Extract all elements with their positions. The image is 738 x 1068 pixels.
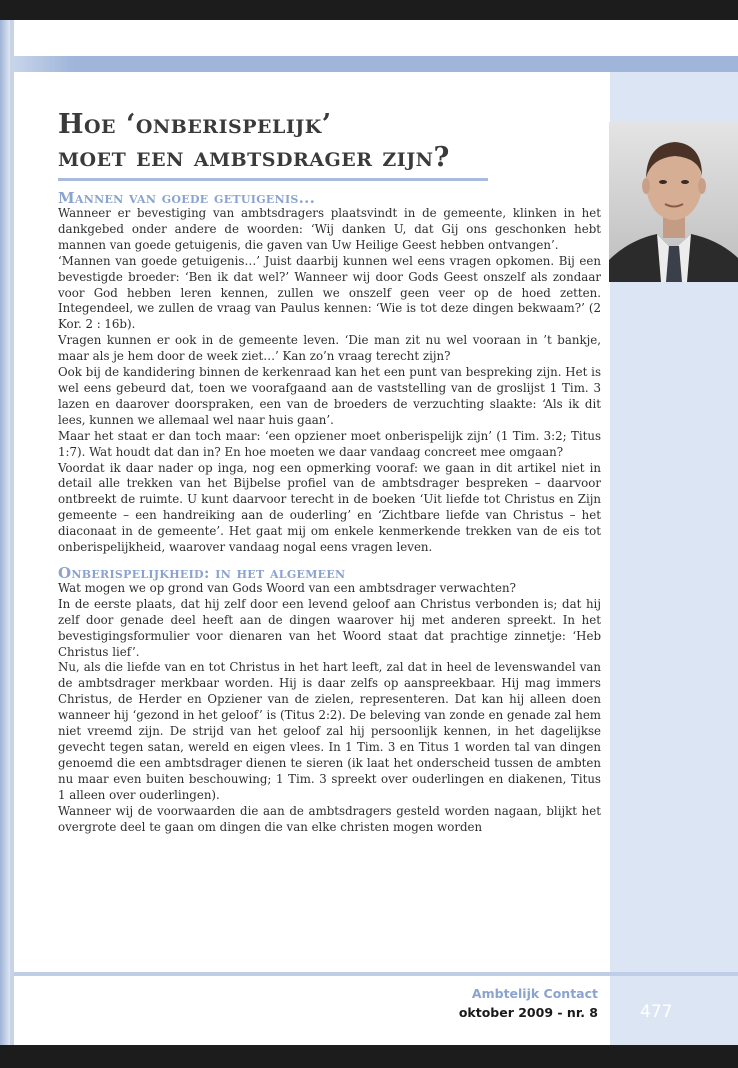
article-title: [58, 108, 588, 174]
paragraph: Wat mogen we op grond van Gods Woord van een ambtsdrager verwachten?: [58, 580, 516, 595]
issue-info: oktober 2009 - nr. 8: [458, 1005, 598, 1020]
scan-border-left-shade: [10, 20, 14, 1045]
page-number: 477: [640, 1002, 673, 1022]
section-heading: Mannen van goede getuigenis...: [58, 189, 316, 207]
author-photo: [609, 122, 738, 282]
paragraph: ‘Mannen van goede getuigenis…’ Juist daarbij kunnen wel eens vragen opkomen. Bij een bevestigde broeder: ‘Ben ik dat wel?’ Wanneer wij door Gods Geest onszelf als zondaar voor God hebben leren kennen, zullen we onszelf geen veer op de hoed zetten. Integendeel, we zullen de vraag van Paulus kennen: ‘Wie is tot deze dingen bekwaam?’ (2 Kor. 2 : 16b).: [58, 253, 601, 332]
paragraph: Voordat ik daar nader op inga, nog een opmerking vooraf: we gaan in dit artikel niet in detail alle trekken van het Bijbelse profiel van de ambtsdrager bespreken – daarvoor ontbreekt de ruimte. U kunt daarvoor terecht in de boeken ‘Uit liefde tot Christus en Zijn gemeente – een handreiking aan de ouderling’ en ‘Zichtbare liefde van Christus – het diaconaat in de gemeente’. Het gaat mij om enkele kenmerkende trekken van de eis tot onberispelijkheid, waarover vandaag nogal eens vragen leven.: [58, 460, 601, 555]
page-footer: [459, 984, 598, 1022]
section-heading: Onberispelijkheid: in het algemeen: [58, 563, 346, 582]
footer-band: [14, 972, 738, 976]
paragraph: Ook bij de kandidering binnen de kerkenraad kan het een punt van bespreking zijn. Het is wel eens gebeurd dat, toen we voorafgaand aan de vaststelling van de groslijst 1 Tim. 3 lazen en daarover doorspraken, een van de broeders de verzuchting slaakte: ‘Als ik dit lees, kunnen we allemaal wel naar huis gaan’.: [58, 365, 601, 427]
article-body: [58, 190, 601, 835]
header-band: [14, 56, 738, 72]
title-underline: [58, 178, 488, 181]
paragraph: Wanneer wij de voorwaarden die aan de ambtsdragers gesteld worden nagaan, blijkt het overgrote deel te gaan om dingen die van elke christen mogen worden: [58, 803, 601, 834]
scan-border-left: [0, 20, 10, 1045]
paragraph: Vragen kunnen er ook in de gemeente leven. ‘Die man zit nu wel vooraan in ’t bankje, maar als je hem door de week ziet…’ Kan zo’n vraag terecht zijn?: [58, 333, 601, 364]
paragraph: In de eerste plaats, dat hij zelf door een levend geloof aan Christus verbonden is; dat hij zelf door genade deel heeft aan de dingen waarover hij met anderen spreekt. In het bevestigingsformulier voor dienaren van het Woord staat dat prachtige zinnetje: ‘Heb Christus lief’.: [58, 596, 601, 659]
title-line-2: moet een ambtsdrager zijn?: [58, 142, 450, 173]
paragraph: Nu, als die liefde van en tot Christus in het hart leeft, zal dat in heel de levenswandel van de ambtsdrager merkbaar worden. Hij is daar zelfs op aanspreekbaar. Hij mag immers Christus, de Herder en Opziener van de zielen, representeren. Dat kan hij alleen doen wanneer hij ‘gezond in het geloof’ is (Titus 2:2). De beleving van zonde en genade zal hem niet vreemd zijn. De strijd van het geloof zal hij persoonlijk kennen, in het dagelijkse gevecht tegen satan, wereld en eigen vlees. In 1 Tim. 3 en Titus 1 worden tal van dingen genoemd die een ambtsdrager dienen te sieren (ik laat het onderscheid tussen de ambten nu maar even buiten beschouwing; 1 Tim. 3 spreekt over ouderlingen en diakenen, Titus 1 alleen over ouderlingen).: [58, 660, 601, 802]
scan-border-bottom: [0, 1045, 738, 1068]
title-line-1: Hoe ‘onberispelijk’: [58, 109, 332, 140]
magazine-name: Ambtelijk Contact: [471, 986, 598, 1001]
paragraph: Wanneer er bevestiging van ambtsdragers plaatsvindt in de gemeente, klinken in het dankgebed onder andere de woorden: ‘Wij danken U, dat Gij ons geschonken hebt mannen van goede getuigenis, die gaven van Uw Heilige Geest hebben ontvangen’.: [58, 206, 601, 252]
paragraph: Maar het staat er dan toch maar: ‘een opziener moet onberispelijk zijn’ (1 Tim. 3:2; Titus 1:7). Wat houdt dat dan in? En hoe moeten we daar vandaag concreet mee omgaan?: [58, 428, 601, 459]
scan-border-top: [0, 0, 738, 20]
